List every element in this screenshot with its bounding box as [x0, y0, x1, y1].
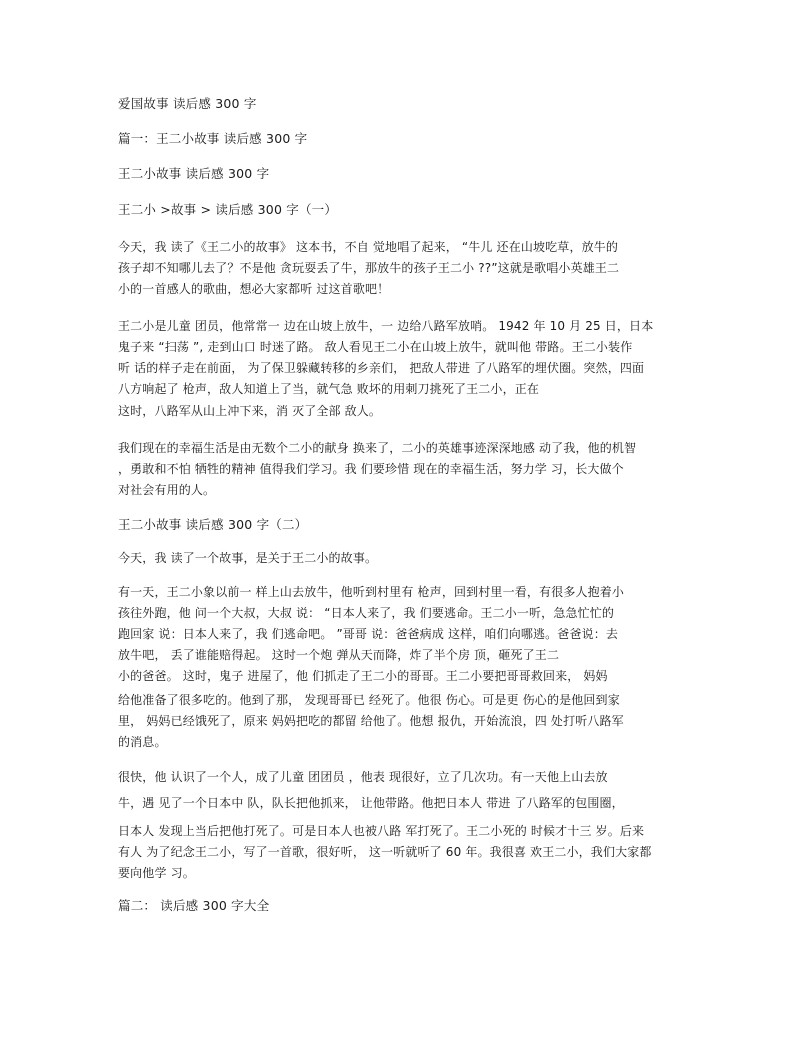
paragraph-line: 很快，他 认识了一个人，成了儿童 团团员 ，他表 现很好，立了几次功。有一天他上山去放	[118, 770, 608, 784]
paragraph-line: 对社会有用的人。	[118, 483, 216, 497]
story-title: 王二小故事 读后感 300 字	[118, 166, 270, 181]
part2-heading: 篇二： 读后感 300 字大全	[118, 898, 270, 913]
paragraph-line: 里， 妈妈已经饿死了，原来 妈妈把吃的都留 给他了。他想 报仇，开始流浪，四 处打听八路军	[118, 714, 624, 728]
paragraph-line: 八方响起了 枪声，敌人知道上了当，就气急 败坏的用刺刀挑死了王二小，正在	[118, 382, 540, 396]
document-title: 爱国故事 读后感 300 字	[118, 96, 257, 111]
paragraph-line: 孩子却不知哪儿去了？不是他 贪玩耍丢了牛，那放牛的孩子王二小 ??”这就是歌唱小英雄王二	[118, 261, 620, 275]
paragraph-line: 放牛吧， 丢了谁能赔得起。 这时一个炮 弹从天而降，炸了半个房 顶，砸死了王二	[118, 648, 560, 662]
paragraph-line: 我们现在的幸福生活是由无数个二小的献身 换来了，二小的英雄事迹深深地感 动了我，他的机智	[118, 441, 637, 455]
paragraph-line: 小的一首感人的歌曲，想必大家都听 过这首歌吧！	[118, 282, 390, 296]
paragraph-line: 要向他学 习。	[118, 866, 195, 880]
paragraph-line: 跑回家 说：日本人来了，我 们逃命吧。 ”哥哥 说：爸爸病成 这样，咱们向哪逃。爸爸说：去	[118, 627, 619, 641]
paragraph-line: 今天，我 读了一个故事，是关于王二小的故事。	[118, 551, 378, 565]
paragraph-line: 王二小是儿童 团员，他常常一 边在山坡上放牛，一 边给八路军放哨。 1942 年 10 月 25 日，日本	[118, 319, 654, 333]
paragraph-line: 日本人 发现上当后把他打死了。可是日本人也被八路 军打死了。王二小死的 时候才十三 岁。后来	[118, 824, 645, 838]
paragraph-line: 今天，我 读了《王二小的故事》 这本书，不自 觉地唱了起来， “牛儿 还在山坡吃草，放牛的	[118, 240, 619, 254]
breadcrumb: 王二小 >故事 > 读后感 300 字（一）	[118, 202, 338, 217]
paragraph-line: 孩往外跑，他 问一个大叔，大叔 说： “日本人来了，我 们要逃命。王二小一听，急急忙忙的	[118, 606, 615, 620]
paragraph-line: 小的爸爸。 这时，鬼子 进屋了，他 们抓走了王二小的哥哥。王二小要把哥哥救回来， 妈妈	[118, 669, 608, 683]
paragraph-line: ，勇敢和不怕 牺牲的精神 值得我们学习。我 们要珍惜 现在的幸福生活，努力学 习，长大做个	[118, 462, 624, 476]
paragraph-line: 这时，八路军从山上冲下来，消 灭了全部 敌人。	[118, 404, 382, 418]
part1-heading: 篇一：王二小故事 读后感 300 字	[118, 131, 308, 146]
paragraph-line: 听 话的样子走在前面， 为了保卫躲藏转移的乡亲们， 把敌人带进 了八路军的埋伏圈。突然，四面	[118, 361, 645, 375]
paragraph-line: 给他准备了很多吃的。他到了那， 发现哥哥已 经死了。他很 伤心。可是更 伤心的是他回到家	[118, 693, 620, 707]
paragraph-line: 有人 为了纪念王二小，写了一首歌，很好听， 这一听就听了 60 年。我很喜 欢王二小，我们大家都	[118, 845, 652, 859]
section2-title: 王二小故事 读后感 300 字（二）	[118, 517, 308, 532]
paragraph-line: 有一天，王二小象以前一 样上山去放牛，他听到村里有 枪声，回到村里一看，有很多人抱着小	[118, 585, 625, 599]
paragraph-line: 鬼子来 “扫荡 ”, 走到山口 时迷了路。 敌人看见王二小在山坡上放牛，就叫他 带路。王二小装作	[118, 340, 633, 354]
paragraph-line: 牛，遇 见了一个日本中 队，队长把他抓来， 让他带路。他把日本人 带进 了八路军的包围圈，	[118, 796, 624, 810]
paragraph-line: 的消息。	[118, 735, 167, 749]
